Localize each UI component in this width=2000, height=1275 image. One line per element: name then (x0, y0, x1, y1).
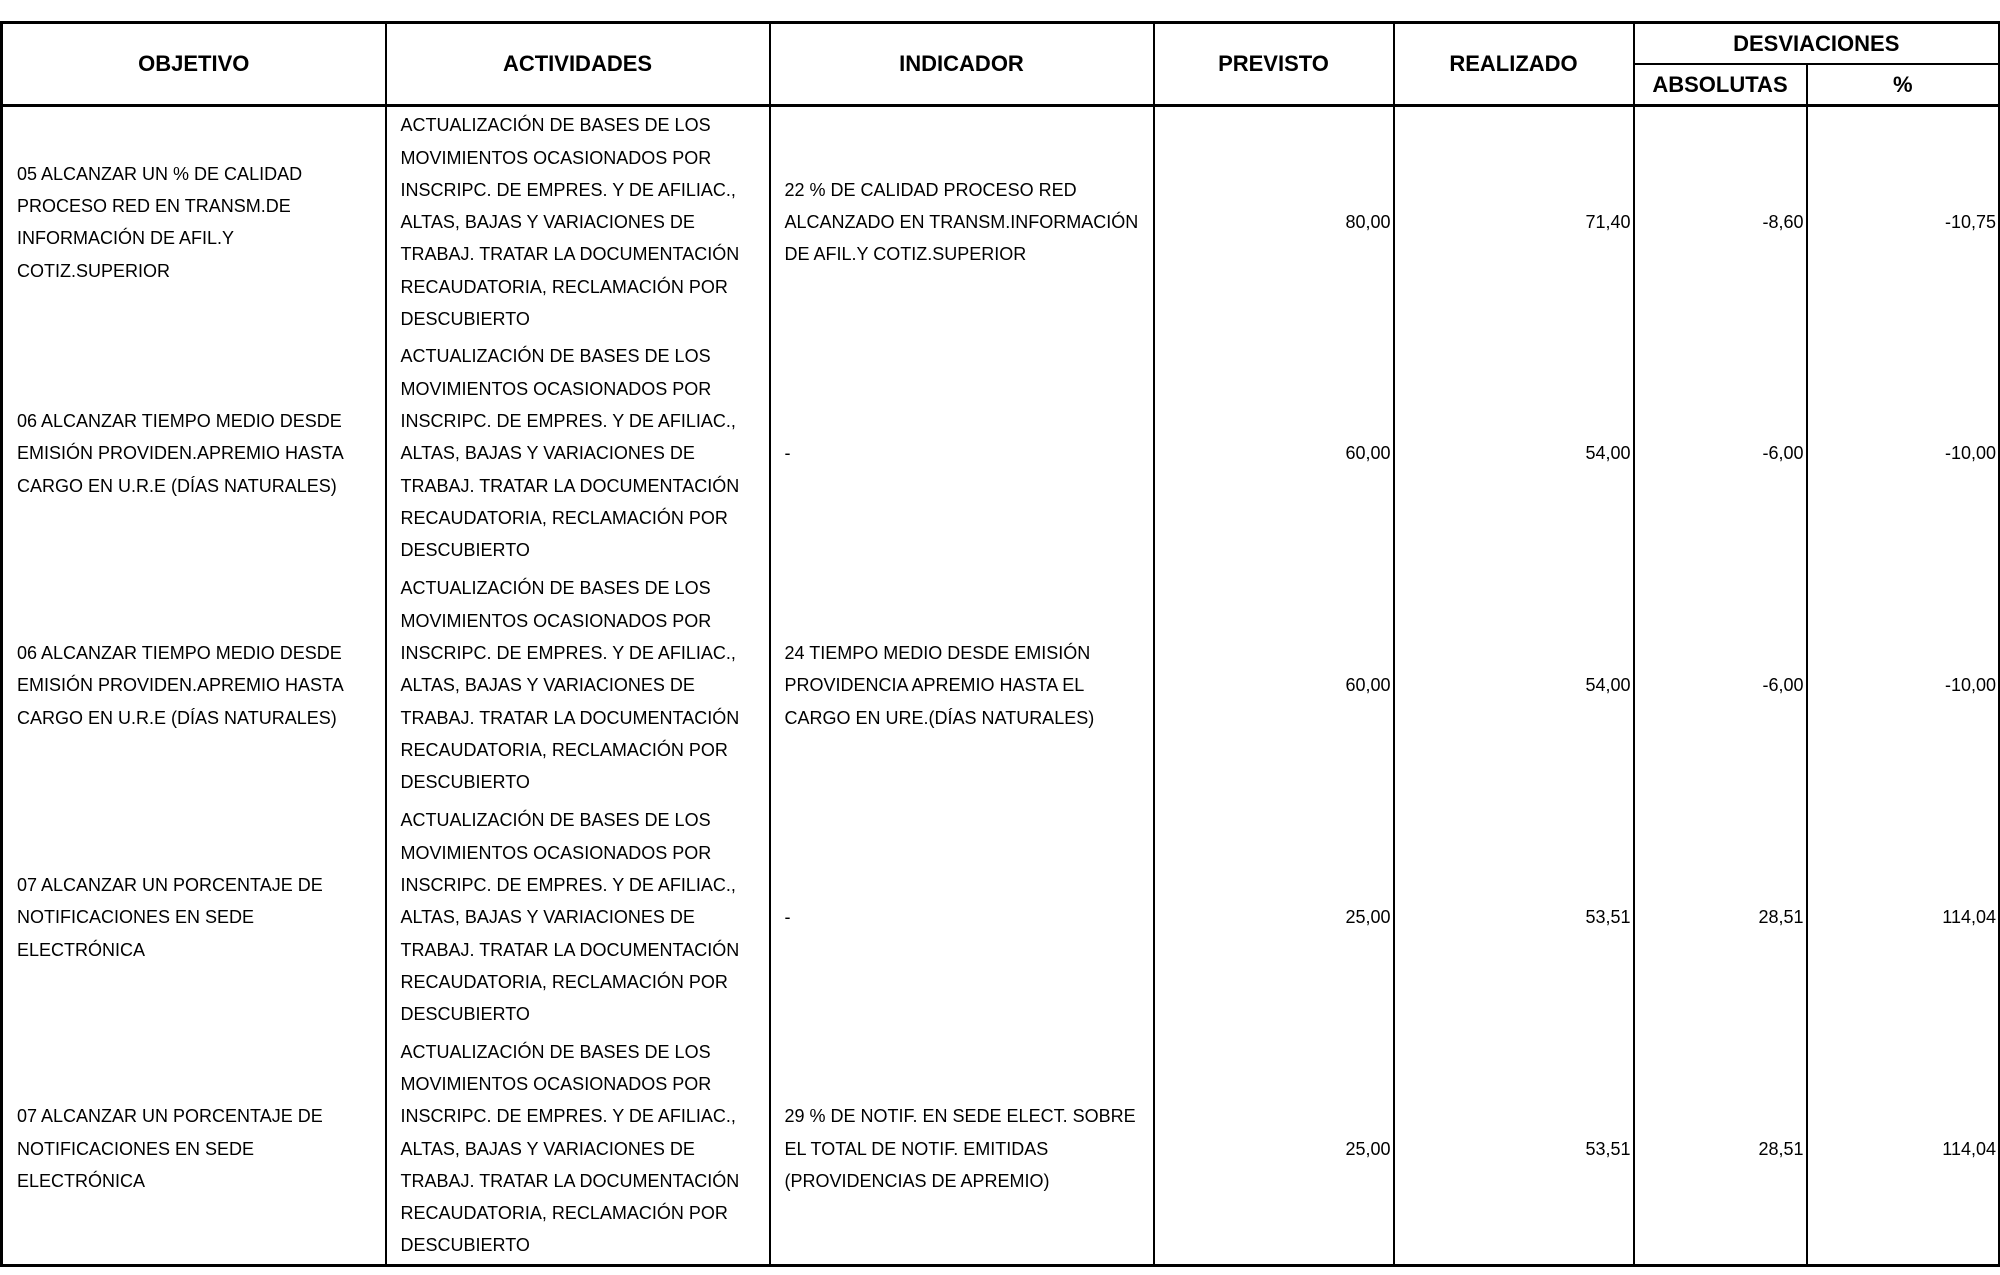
cell-indicador: 22 % DE CALIDAD PROCESO RED ALCANZADO EN TRANSM.INFORMACIÓN DE AFIL.Y COTIZ.SUPERIOR (770, 106, 1154, 338)
header-objetivo: OBJETIVO (2, 23, 386, 106)
header-absolutas: ABSOLUTAS (1634, 64, 1807, 106)
cell-absolutas: -6,00 (1634, 570, 1807, 802)
cell-previsto: 60,00 (1154, 338, 1394, 570)
cell-realizado: 53,51 (1394, 1034, 1634, 1266)
cell-indicador: - (770, 338, 1154, 570)
cell-absolutas: 28,51 (1634, 802, 1807, 1034)
cell-objetivo: 05 ALCANZAR UN % DE CALIDAD PROCESO RED EN TRANSM.DE INFORMACIÓN DE AFIL.Y COTIZ.SUPERIOR (2, 106, 386, 338)
cell-actividades: ACTUALIZACIÓN DE BASES DE LOS MOVIMIENTOS OCASIONADOS POR INSCRIPC. DE EMPRES. Y DE AFILIAC., ALTAS, BAJAS Y VARIACIONES DE TRABAJ. TRATAR LA DOCUMENTACIÓN RECAUDATORIA, RECLAMACIÓN POR DESCUBIERTO (386, 570, 770, 802)
cell-porcentaje: -10,00 (1807, 570, 2000, 802)
header-realizado: REALIZADO (1394, 23, 1634, 106)
cell-absolutas: 28,51 (1634, 1034, 1807, 1266)
header-actividades: ACTIVIDADES (386, 23, 770, 106)
table-body (2, 106, 2000, 1266)
cell-actividades: ACTUALIZACIÓN DE BASES DE LOS MOVIMIENTOS OCASIONADOS POR INSCRIPC. DE EMPRES. Y DE AFILIAC., ALTAS, BAJAS Y VARIACIONES DE TRABAJ. TRATAR LA DOCUMENTACIÓN RECAUDATORIA, RECLAMACIÓN POR DESCUBIERTO (386, 106, 770, 338)
cell-indicador: - (770, 802, 1154, 1034)
cell-porcentaje: 114,04 (1807, 802, 2000, 1034)
table-row (2, 802, 2000, 1034)
cell-indicador: 24 TIEMPO MEDIO DESDE EMISIÓN PROVIDENCIA APREMIO HASTA EL CARGO EN URE.(DÍAS NATURALES) (770, 570, 1154, 802)
cell-realizado: 54,00 (1394, 570, 1634, 802)
header-indicador: INDICADOR (770, 23, 1154, 106)
cell-actividades: ACTUALIZACIÓN DE BASES DE LOS MOVIMIENTOS OCASIONADOS POR INSCRIPC. DE EMPRES. Y DE AFILIAC., ALTAS, BAJAS Y VARIACIONES DE TRABAJ. TRATAR LA DOCUMENTACIÓN RECAUDATORIA, RECLAMACIÓN POR DESCUBIERTO (386, 338, 770, 570)
cell-objetivo: 06 ALCANZAR TIEMPO MEDIO DESDE EMISIÓN PROVIDEN.APREMIO HASTA CARGO EN U.R.E (DÍAS NATURALES) (2, 338, 386, 570)
cell-previsto: 25,00 (1154, 1034, 1394, 1266)
table-row (2, 338, 2000, 570)
table-row (2, 570, 2000, 802)
cell-actividades: ACTUALIZACIÓN DE BASES DE LOS MOVIMIENTOS OCASIONADOS POR INSCRIPC. DE EMPRES. Y DE AFILIAC., ALTAS, BAJAS Y VARIACIONES DE TRABAJ. TRATAR LA DOCUMENTACIÓN RECAUDATORIA, RECLAMACIÓN POR DESCUBIERTO (386, 1034, 770, 1266)
cell-realizado: 71,40 (1394, 106, 1634, 338)
table-row (2, 106, 2000, 338)
cell-previsto: 25,00 (1154, 802, 1394, 1034)
cell-porcentaje: 114,04 (1807, 1034, 2000, 1266)
objectives-table (0, 21, 2000, 1267)
cell-indicador: 29 % DE NOTIF. EN SEDE ELECT. SOBRE EL TOTAL DE NOTIF. EMITIDAS (PROVIDENCIAS DE APREMIO) (770, 1034, 1154, 1266)
header-desviaciones: DESVIACIONES (1634, 23, 2000, 65)
table-row (2, 1034, 2000, 1266)
cell-porcentaje: -10,75 (1807, 106, 2000, 338)
cell-objetivo: 06 ALCANZAR TIEMPO MEDIO DESDE EMISIÓN PROVIDEN.APREMIO HASTA CARGO EN U.R.E (DÍAS NATURALES) (2, 570, 386, 802)
cell-previsto: 60,00 (1154, 570, 1394, 802)
cell-objetivo: 07 ALCANZAR UN PORCENTAJE DE NOTIFICACIONES EN SEDE ELECTRÓNICA (2, 802, 386, 1034)
cell-porcentaje: -10,00 (1807, 338, 2000, 570)
cell-realizado: 54,00 (1394, 338, 1634, 570)
cell-objetivo: 07 ALCANZAR UN PORCENTAJE DE NOTIFICACIONES EN SEDE ELECTRÓNICA (2, 1034, 386, 1266)
header-porcentaje: % (1807, 64, 2000, 106)
cell-previsto: 80,00 (1154, 106, 1394, 338)
header-previsto: PREVISTO (1154, 23, 1394, 106)
table-header (2, 23, 2000, 106)
cell-absolutas: -8,60 (1634, 106, 1807, 338)
cell-realizado: 53,51 (1394, 802, 1634, 1034)
cell-actividades: ACTUALIZACIÓN DE BASES DE LOS MOVIMIENTOS OCASIONADOS POR INSCRIPC. DE EMPRES. Y DE AFILIAC., ALTAS, BAJAS Y VARIACIONES DE TRABAJ. TRATAR LA DOCUMENTACIÓN RECAUDATORIA, RECLAMACIÓN POR DESCUBIERTO (386, 802, 770, 1034)
cell-absolutas: -6,00 (1634, 338, 1807, 570)
